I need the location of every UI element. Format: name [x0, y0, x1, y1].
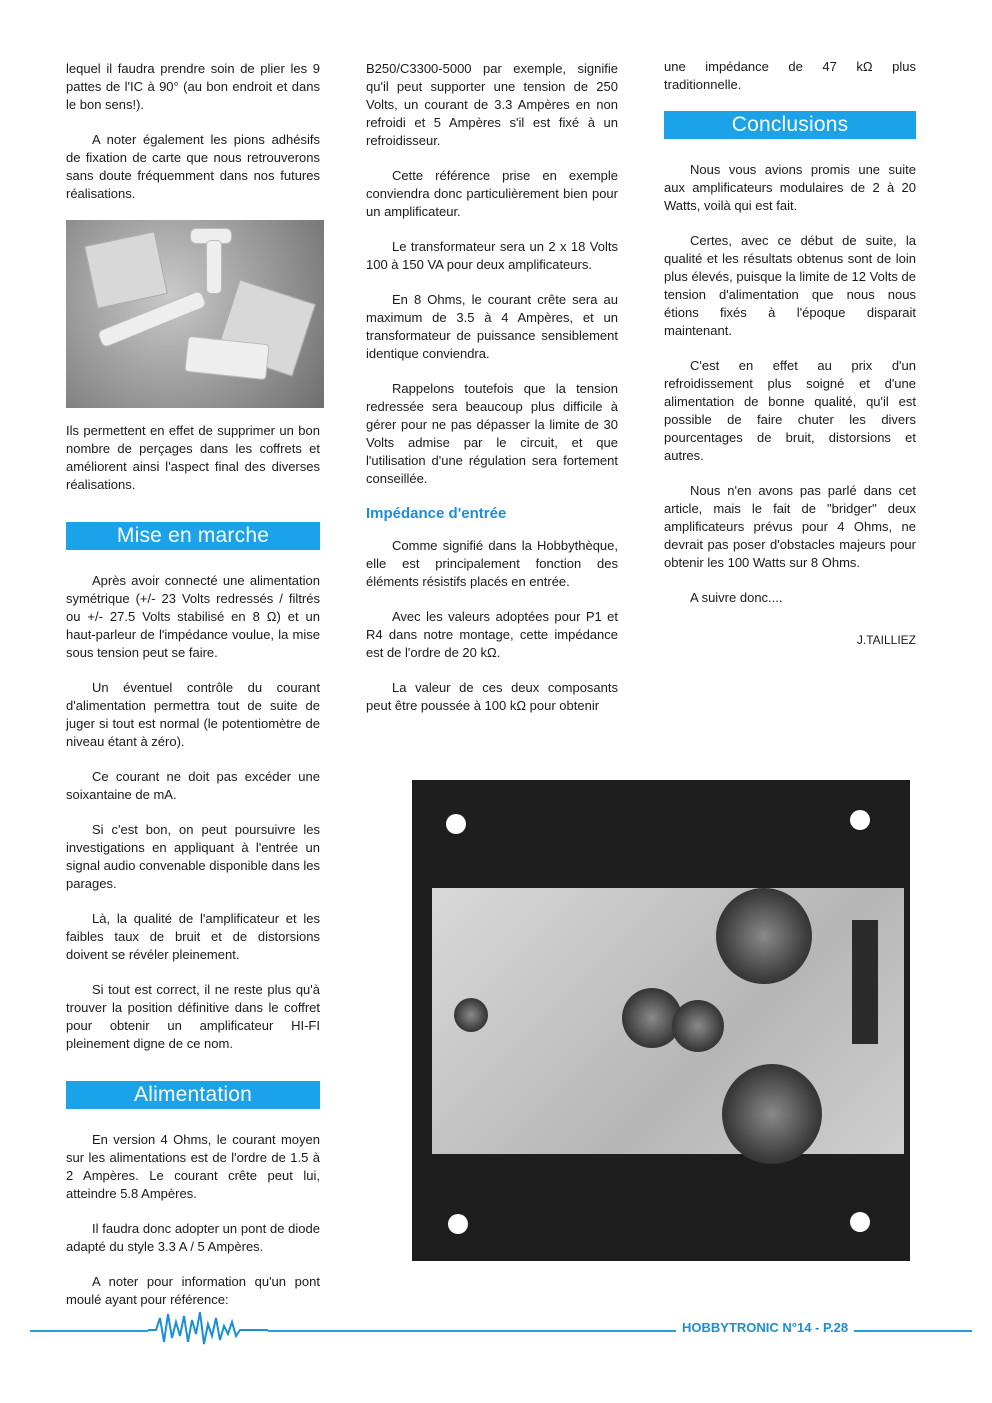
paragraph: La valeur de ces deux composants peut être poussée à 100 kΩ pour obtenir: [366, 680, 618, 713]
mounting-hole: [850, 810, 870, 830]
paragraph: A noter également les pions adhésifs de fixation de carte que nous retrouverons sans doute fréquemment dans nos futures réalisations.: [66, 132, 320, 201]
column-2: [366, 60, 618, 732]
paragraph: Avec les valeurs adoptées pour P1 et R4 dans notre montage, cette impédance est de l'ordre de 20 kΩ.: [366, 609, 618, 660]
paragraph: Si tout est correct, il ne reste plus qu'à trouver la position définitive dans le coffret pour obtenir un amplificateur HI-FI pleinement digne de ce nom.: [66, 982, 320, 1051]
paragraph: Cette référence prise en exemple conviendra donc particulièrement bien pour un amplificateur.: [366, 168, 618, 219]
adhesive-pins-photo: [66, 220, 324, 408]
mounting-hole: [446, 814, 466, 834]
footer-rule-left: [30, 1330, 148, 1332]
column-1: [66, 60, 320, 1326]
paragraph: Un éventuel contrôle du courant d'alimentation permettra tout de suite de juger si tout est normal (le potentiomètre de niveau étant à zéro).: [66, 680, 320, 749]
paragraph: Nous vous avions promis une suite aux amplificateurs modulaires de 2 à 20 Watts, voilà qui est fait.: [664, 162, 916, 213]
waveform-icon: [148, 1308, 268, 1348]
mounting-hole: [850, 1212, 870, 1232]
paragraph: lequel il faudra prendre soin de plier les 9 pattes de l'IC à 90° (au bon endroit et dans le bon sens!).: [66, 61, 320, 112]
footer-rule-right: [846, 1330, 972, 1332]
column-3: [664, 58, 916, 649]
paragraph: Après avoir connecté une alimentation symétrique (+/- 23 Volts redressés / filtrés ou +/- 27.5 Volts stabilisé en 8 Ω) et un haut-parleur de l'impédance voulue, la mise sous tension peut se faire.: [66, 573, 320, 660]
subheading-impedance: Impédance d'entrée: [366, 505, 507, 522]
paragraph: Rappelons toutefois que la tension redressée sera beaucoup plus difficile à gérer pour ne pas dépasser la limite de 30 Volts admise par le circuit, et que l'utilisation d'une régulation sera fortement conseillée.: [366, 381, 618, 486]
paragraph: Comme signifié dans la Hobbythèque, elle est principalement fonction des éléments résistifs placés en entrée.: [366, 538, 618, 589]
footer-rule-middle: [268, 1330, 678, 1332]
pcb: [432, 888, 904, 1154]
paragraph: Le transformateur sera un 2 x 18 Volts 100 à 150 VA pour deux amplificateurs.: [366, 239, 618, 272]
paragraph: Il faudra donc adopter un pont de diode adapté du style 3.3 A / 5 Ampères.: [66, 1221, 320, 1254]
paragraph: A suivre donc....: [690, 590, 783, 605]
section-heading-alimentation: Alimentation: [66, 1081, 320, 1109]
paragraph: En version 4 Ohms, le courant moyen sur les alimentations est de l'ordre de 1.5 à 2 Ampères. Le courant crête peut lui, atteindre 5.8 Ampères.: [66, 1132, 320, 1201]
paragraph: une impédance de 47 kΩ plus traditionnelle.: [664, 59, 916, 92]
section-heading-mise-en-marche: Mise en marche: [66, 522, 320, 550]
paragraph: Certes, avec ce début de suite, la qualité et les résultats obtenus sont de loin plus élevés, puisque la limite de 12 Volts de tension d'alimentation que nous nous étions fixés à l'époque disparait maintenant.: [664, 233, 916, 338]
amplifier-board-photo: [412, 780, 910, 1261]
author-signature: J.TAILLIEZ: [856, 633, 916, 647]
mounting-hole: [448, 1214, 468, 1234]
footer-page-label: HOBBYTRONIC N°14 - P.28: [676, 1320, 854, 1335]
paragraph: En 8 Ohms, le courant crête sera au maximum de 3.5 à 4 Ampères, et un transformateur de puissance sensiblement identique conviendra.: [366, 292, 618, 361]
paragraph: A noter pour information qu'un pont moulé ayant pour référence:: [66, 1274, 320, 1307]
paragraph: Là, la qualité de l'amplificateur et les faibles taux de bruit et de distorsions doivent se révéler pleinement.: [66, 911, 320, 962]
section-heading-conclusions: Conclusions: [664, 111, 916, 139]
paragraph: Nous n'en avons pas parlé dans cet article, mais le fait de "bridger" deux amplificateurs prévus pour 4 Ohms, ne devrait pas poser d'obstacles majeurs pour obtenir les 100 Watts sur 8 Ohms.: [664, 483, 916, 570]
terminal-block: [852, 920, 878, 1044]
paragraph: Si c'est bon, on peut poursuivre les investigations en appliquant à l'entrée un signal audio convenable disponible dans les parages.: [66, 822, 320, 891]
paragraph: Ils permettent en effet de supprimer un bon nombre de perçages dans les coffrets et améliorent ainsi l'aspect final des diverses réalisations.: [66, 423, 320, 492]
paragraph: C'est en effet au prix d'un refroidissement plus soigné et d'une alimentation de bonne qualité, qu'il est possible de faire chuter les divers pourcentages de bruit, distorsions et autres.: [664, 358, 916, 463]
paragraph: B250/C3300-5000 par exemple, signifie qu'il peut supporter une tension de 250 Volts, un courant de 3.3 Ampères en non refroidi et 5 Ampères s'il est fixé à un refroidisseur.: [366, 61, 618, 148]
paragraph: Ce courant ne doit pas excéder une soixantaine de mA.: [66, 769, 320, 802]
